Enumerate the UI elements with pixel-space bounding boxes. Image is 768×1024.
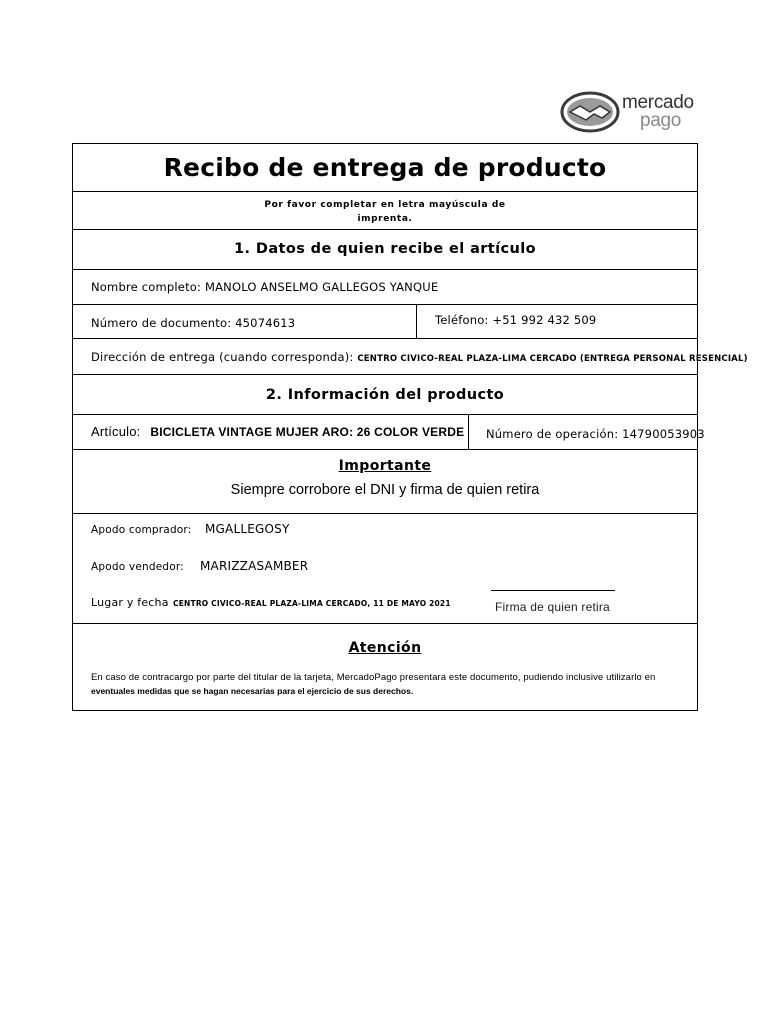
atencion-text-line-1: En caso de contracargo por parte del titular de la tarjeta, MercadoPago presentara este documento, pudiendo inclusive utilizarlo en bbox=[91, 672, 656, 683]
firma-label: Firma de quien retira bbox=[495, 600, 610, 614]
receipt-form bbox=[72, 143, 748, 711]
instructions-line-2: imprenta. bbox=[357, 214, 413, 224]
logo-word-pago: pago bbox=[640, 110, 682, 131]
atencion-heading: Atención bbox=[348, 640, 422, 656]
row-articulo-operacion bbox=[73, 415, 705, 450]
importante-text: Siempre corrobore el DNI y firma de quien retira bbox=[230, 482, 540, 498]
apodo-comprador-value: MGALLEGOSY bbox=[205, 522, 290, 536]
apodo-vendedor-label: Apodo vendedor: bbox=[91, 561, 184, 573]
articulo-label: Artículo: bbox=[91, 424, 141, 439]
form-title: Recibo de entrega de producto bbox=[73, 144, 697, 192]
direccion-label: Dirección de entrega (cuando corresponda): bbox=[91, 350, 354, 364]
telefono-field: Teléfono: +51 992 432 509 bbox=[435, 313, 597, 327]
atencion-block bbox=[73, 624, 697, 710]
importante-block bbox=[73, 450, 697, 514]
operacion-field: Número de operación: 14790053903 bbox=[486, 427, 705, 441]
row-direccion bbox=[73, 339, 748, 375]
documento-field: Número de documento: 45074613 bbox=[91, 316, 296, 330]
importante-heading: Importante bbox=[338, 458, 432, 474]
section-2-heading: 2. Información del producto bbox=[73, 375, 697, 415]
divider bbox=[468, 415, 469, 449]
direccion-value: CENTRO CIVICO-REAL PLAZA-LIMA CERCADO (ENTREGA PERSONAL RESENCIAL) bbox=[357, 354, 748, 364]
nombre-field: Nombre completo: MANOLO ANSELMO GALLEGOS YANQUE bbox=[91, 280, 439, 294]
lugar-value: CENTRO CIVICO-REAL PLAZA-LIMA CERCADO, 11 DE MAYO 2021 bbox=[173, 599, 451, 608]
mercado-pago-logo bbox=[560, 90, 710, 134]
apodo-comprador-label: Apodo comprador: bbox=[91, 524, 192, 536]
apodos-block bbox=[73, 514, 697, 624]
apodo-vendedor-value: MARIZZASAMBER bbox=[200, 559, 309, 573]
lugar-label: Lugar y fecha bbox=[91, 596, 169, 609]
instructions bbox=[73, 192, 697, 230]
divider bbox=[416, 305, 417, 338]
articulo-value: BICICLETA VINTAGE MUJER ARO: 26 COLOR VERDE bbox=[150, 425, 465, 439]
section-1-heading: 1. Datos de quien recibe el artículo bbox=[73, 230, 697, 270]
row-documento-telefono bbox=[73, 305, 697, 339]
atencion-text-line-2: eventuales medidas que se hagan necesarias para el ejercicio de sus derechos. bbox=[91, 686, 414, 696]
instructions-line-1: Por favor completar en letra mayúscula de bbox=[264, 200, 506, 210]
signature-line bbox=[491, 590, 615, 591]
row-nombre bbox=[73, 270, 697, 305]
direccion-field bbox=[91, 350, 748, 364]
handshake-icon bbox=[560, 90, 620, 134]
logo-word-mercado: mercado bbox=[622, 92, 694, 113]
articulo-field bbox=[91, 424, 464, 439]
